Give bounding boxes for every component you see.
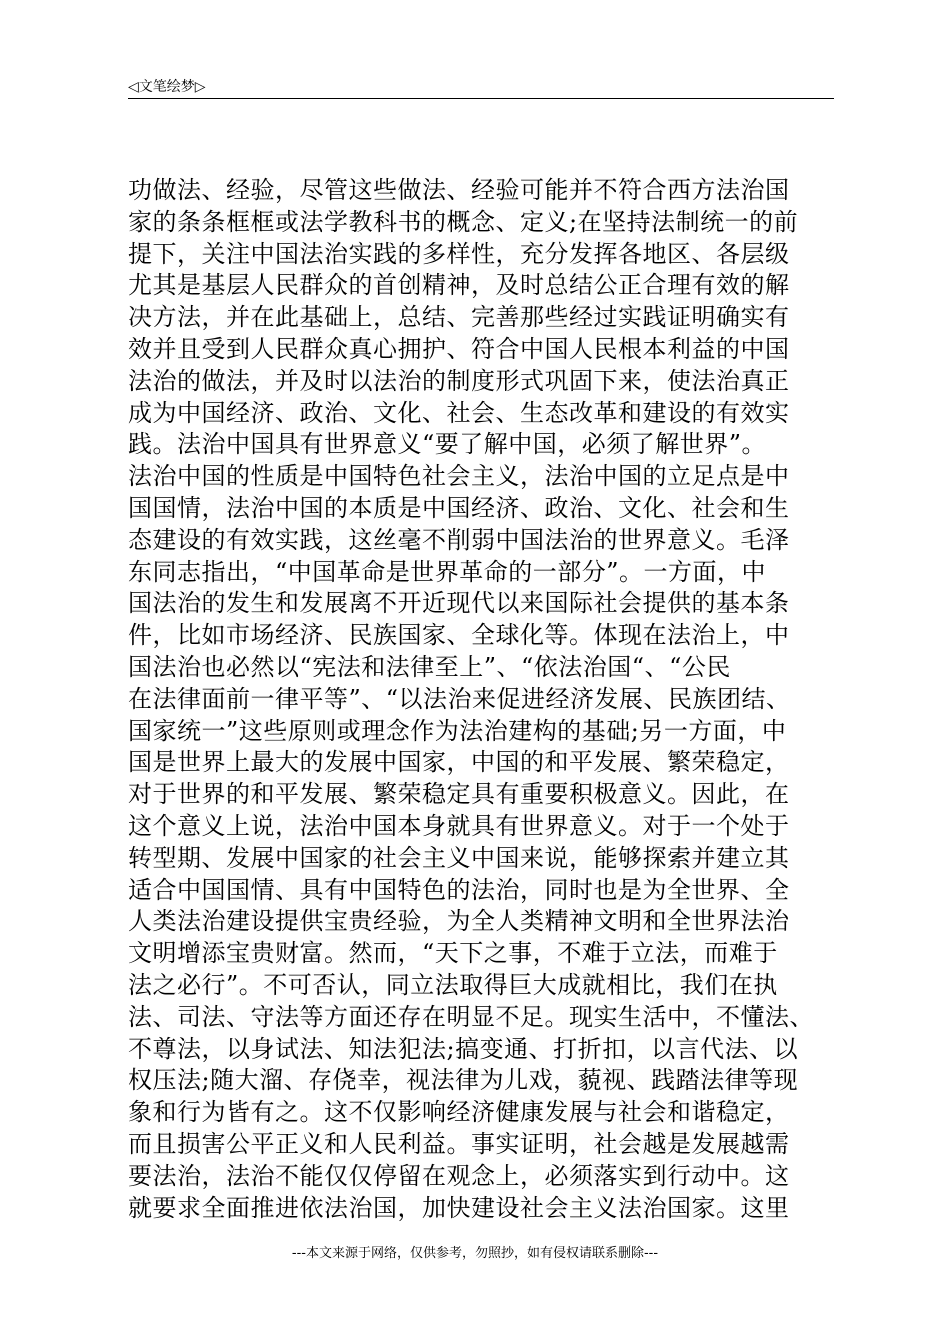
text-line: 法治的做法，并及时以法治的制度形式巩固下来，使法治真正: [128, 366, 790, 395]
text-line: 东同志指出，“中国革命是世界革命的一部分”。一方面，中: [128, 557, 767, 586]
text-line: 件，比如市场经济、民族国家、全球化等。体现在法治上，中: [128, 621, 790, 650]
text-line: 法治中国的性质是中国特色社会主义，法治中国的立足点是中: [128, 462, 790, 491]
text-line: 国法治的发生和发展离不开近现代以来国际社会提供的基本条: [128, 589, 790, 618]
text-line: 效并且受到人民群众真心拥护、符合中国人民根本利益的中国: [128, 334, 790, 363]
text-line: 法、司法、守法等方面还存在明显不足。现实生活中，不懂法、: [128, 1002, 814, 1031]
text-line: 象和行为皆有之。这不仅影响经济健康发展与社会和谐稳定，: [128, 1098, 790, 1127]
text-line: 这个意义上说，法治中国本身就具有世界意义。对于一个处于: [128, 811, 790, 840]
text-line: 权压法;随大溜、存侥幸，视法律为儿戏，藐视、践踏法律等现: [128, 1066, 799, 1095]
text-line: 转型期、发展中国家的社会主义中国来说，能够探索并建立其: [128, 843, 790, 872]
text-line: 在法律面前一律平等”、“以法治来促进经济发展、民族团结、: [128, 684, 791, 713]
text-line: 决方法，并在此基础上，总结、完善那些经过实践证明确实有: [128, 303, 790, 332]
text-line: 尤其是基层人民群众的首创精神，及时总结公正合理有效的解: [128, 271, 790, 300]
text-line: 态建设的有效实践，这丝毫不削弱中国法治的世界意义。毛泽: [128, 525, 790, 554]
text-line: 对于世界的和平发展、繁荣稳定具有重要积极意义。因此，在: [128, 780, 790, 809]
text-line: 不尊法，以身试法、知法犯法;搞变通、打折扣，以言代法、以: [128, 1034, 799, 1063]
text-line: 功做法、经验，尽管这些做法、经验可能并不符合西方法治国: [128, 176, 790, 204]
text-line: 提下，关注中国法治实践的多样性，充分发挥各地区、各层级: [128, 239, 790, 268]
text-line: 国国情，法治中国的本质是中国经济、政治、文化、社会和生: [128, 493, 790, 522]
text-line: 文明增添宝贵财富。然而，“天下之事，不难于立法，而难于: [128, 939, 778, 968]
text-line: 成为中国经济、政治、文化、社会、生态改革和建设的有效实: [128, 398, 790, 427]
text-line: 就要求全面推进依法治国，加快建设社会主义法治国家。这里: [128, 1193, 790, 1222]
text-line: 而且损害公平正义和人民利益。事实证明，社会越是发展越需: [128, 1129, 790, 1158]
page-header: [128, 78, 834, 100]
text-line: 家的条条框框或法学教科书的概念、定义;在坚持法制统一的前: [128, 207, 799, 236]
text-line: 法之必行”。不可否认，同立法取得巨大成就相比，我们在执: [128, 970, 778, 999]
header-brand: ◁文笔绘梦▷: [128, 79, 206, 95]
footer-notice: ---本文来源于网络，仅供参考，勿照抄，如有侵权请联系删除---: [291, 1246, 659, 1261]
text-line: 人类法治建设提供宝贵经验，为全人类精神文明和全世界法治: [128, 907, 790, 936]
text-line: 国家统一”这些原则或理念作为法治建构的基础;另一方面，中: [128, 716, 787, 745]
header-divider: [128, 98, 834, 99]
text-line: 国是世界上最大的发展中国家，中国的和平发展、繁荣稳定，: [128, 748, 790, 777]
text-line: 国法治也必然以“宪法和法律至上”、“依法治国“、“公民: [128, 652, 731, 681]
text-line: 践。法治中国具有世界意义“要了解中国，必须了解世界”。: [128, 430, 767, 459]
text-line: 适合中国国情、具有中国特色的法治，同时也是为全世界、全: [128, 875, 790, 904]
text-line: 要法治，法治不能仅仅停留在观念上，必须落实到行动中。这: [128, 1161, 790, 1190]
body-text: [128, 175, 838, 1224]
